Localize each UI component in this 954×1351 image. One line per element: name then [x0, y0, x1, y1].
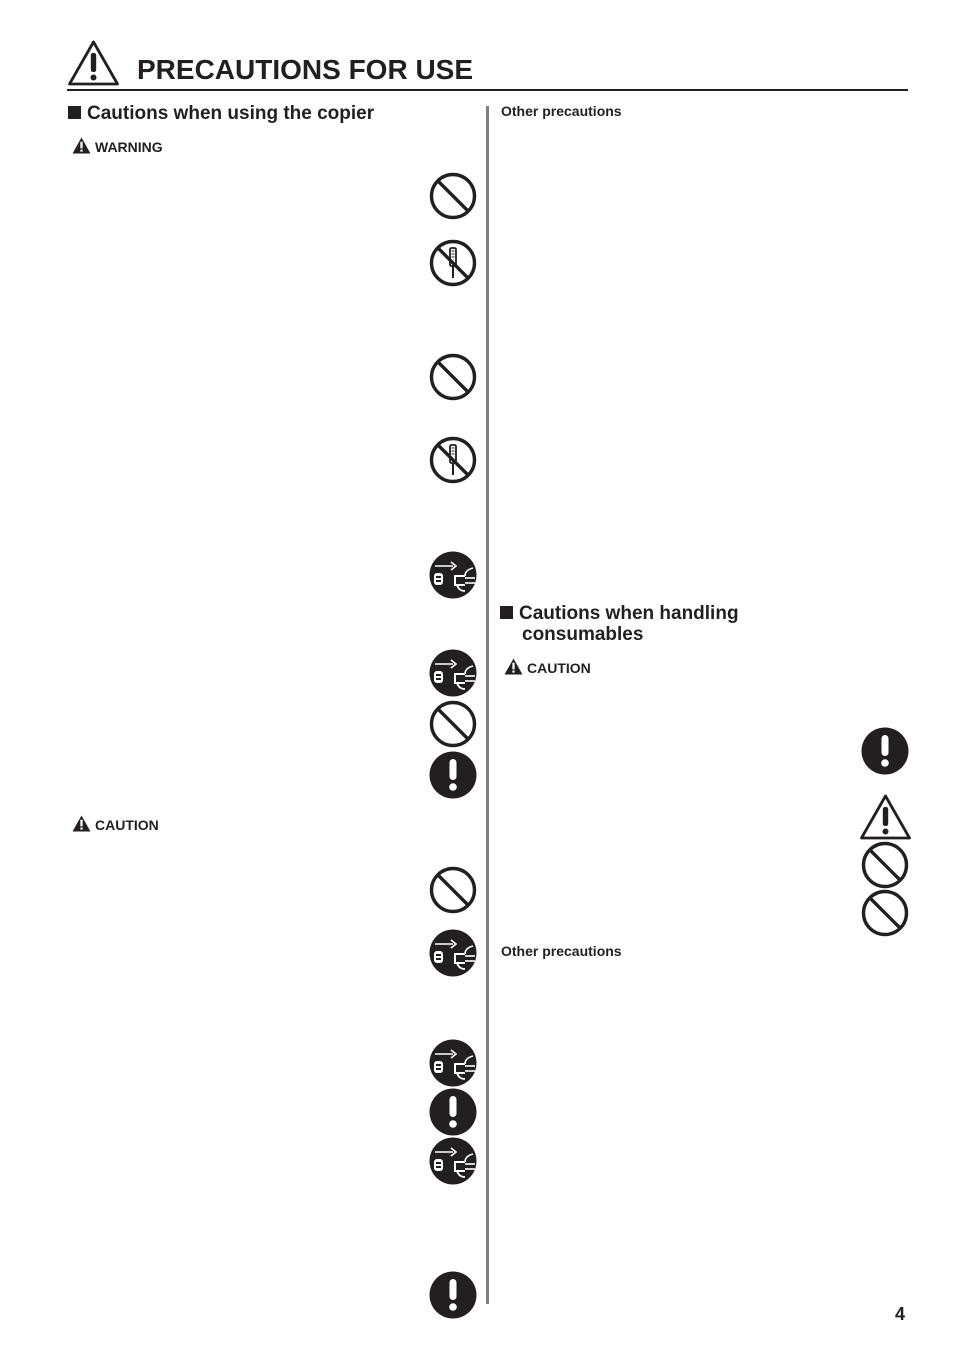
caution-icon	[72, 815, 91, 832]
prohibited-icon	[861, 841, 909, 889]
unplug-icon	[429, 929, 477, 977]
other-precautions-heading: Other precautions	[501, 943, 622, 959]
square-bullet-icon	[68, 106, 81, 119]
unplug-icon	[429, 551, 477, 599]
section-heading-copier: Cautions when using the copier	[68, 103, 374, 124]
mandatory-icon	[429, 1088, 477, 1136]
unplug-icon	[429, 1039, 477, 1087]
warning-icon	[72, 137, 91, 154]
mandatory-icon	[429, 1271, 477, 1319]
caution-label: CAUTION	[504, 658, 591, 676]
prohibited-icon	[429, 866, 477, 914]
unplug-icon	[429, 649, 477, 697]
section-heading-consumables: Cautions when handling consumables	[500, 603, 739, 645]
mandatory-icon	[429, 751, 477, 799]
warning-label: WARNING	[72, 137, 163, 155]
caution-label: CAUTION	[72, 815, 159, 833]
column-divider	[486, 106, 489, 1304]
prohibited-icon	[429, 172, 477, 220]
caution-icon	[859, 794, 912, 840]
caution-icon	[67, 40, 120, 86]
prohibited-icon	[861, 889, 909, 937]
caution-icon	[504, 658, 523, 675]
other-precautions-heading: Other precautions	[501, 103, 622, 119]
unplug-icon	[429, 1137, 477, 1185]
mandatory-icon	[861, 727, 909, 775]
title-rule	[67, 89, 908, 91]
no-disassembly-icon	[429, 436, 477, 484]
prohibited-icon	[429, 353, 477, 401]
page-number: 4	[895, 1304, 906, 1324]
page-title: PRECAUTIONS FOR USE	[137, 54, 474, 85]
square-bullet-icon	[500, 606, 513, 619]
prohibited-icon	[429, 700, 477, 748]
no-disassembly-icon	[429, 239, 477, 287]
